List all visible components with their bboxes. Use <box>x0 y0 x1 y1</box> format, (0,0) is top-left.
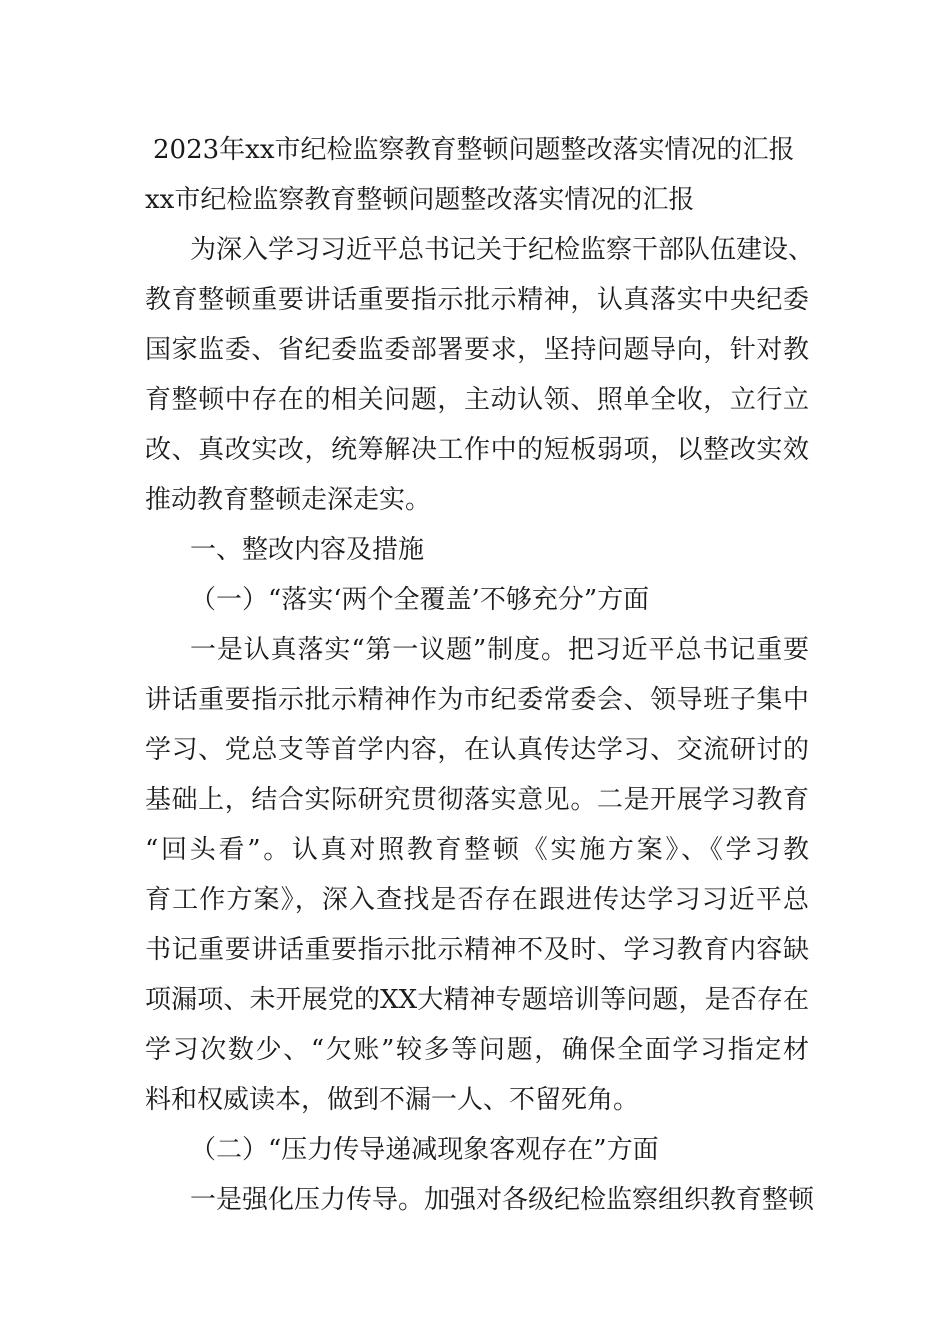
paragraph-line: 基础上，结合实际研究贯彻落实意见。二是开展学习教育 <box>145 785 809 815</box>
paragraph-line: 推动教育整顿走深走实。 <box>145 485 432 515</box>
document-subtitle: xx市纪检监察教育整顿问题整改落实情况的汇报 <box>145 185 695 215</box>
paragraph-line: 学习次数少、“欠账”较多等问题，确保全面学习指定材 <box>145 1035 809 1065</box>
paragraph-line: 一是强化压力传导。加强对各级纪检监察组织教育整顿 <box>190 1185 815 1215</box>
paragraph-line: 一是认真落实“第一议题”制度。把习近平总书记重要 <box>190 635 809 665</box>
paragraph-line: 教育整顿重要讲话重要指示批示精神，认真落实中央纪委 <box>145 285 809 315</box>
section-heading: 一、整改内容及措施 <box>190 535 425 565</box>
paragraph-line: 书记重要讲话重要指示批示精神不及时、学习教育内容缺 <box>145 935 809 965</box>
subsection-heading: （一）“落实‘两个全覆盖’不够充分”方面 <box>190 585 650 615</box>
paragraph-line: 育整顿中存在的相关问题，主动认领、照单全收，立行立 <box>145 385 809 415</box>
paragraph-line: 学习、党总支等首学内容，在认真传达学习、交流研讨的 <box>145 735 809 765</box>
paragraph-line: “回头看”。认真对照教育整顿《实施方案》、《学习教 <box>145 835 809 865</box>
document-title: 2023年xx市纪检监察教育整顿问题整改落实情况的汇报 <box>153 135 795 165</box>
paragraph-line: 为深入学习习近平总书记关于纪检监察干部队伍建设、 <box>190 235 815 265</box>
subsection-heading: （二）“压力传导递减现象客观存在”方面 <box>190 1135 659 1165</box>
paragraph-line: 料和权威读本，做到不漏一人、不留死角。 <box>145 1085 640 1115</box>
paragraph-line: 育工作方案》，深入查找是否存在跟进传达学习习近平总 <box>145 885 809 915</box>
paragraph-line: 项漏项、未开展党的XX大精神专题培训等问题，是否存在 <box>145 985 809 1015</box>
paragraph-line: 讲话重要指示批示精神作为市纪委常委会、领导班子集中 <box>145 685 809 715</box>
paragraph-line: 国家监委、省纪委监委部署要求，坚持问题导向，针对教 <box>145 335 809 365</box>
paragraph-line: 改、真改实改，统筹解决工作中的短板弱项，以整改实效 <box>145 435 809 465</box>
